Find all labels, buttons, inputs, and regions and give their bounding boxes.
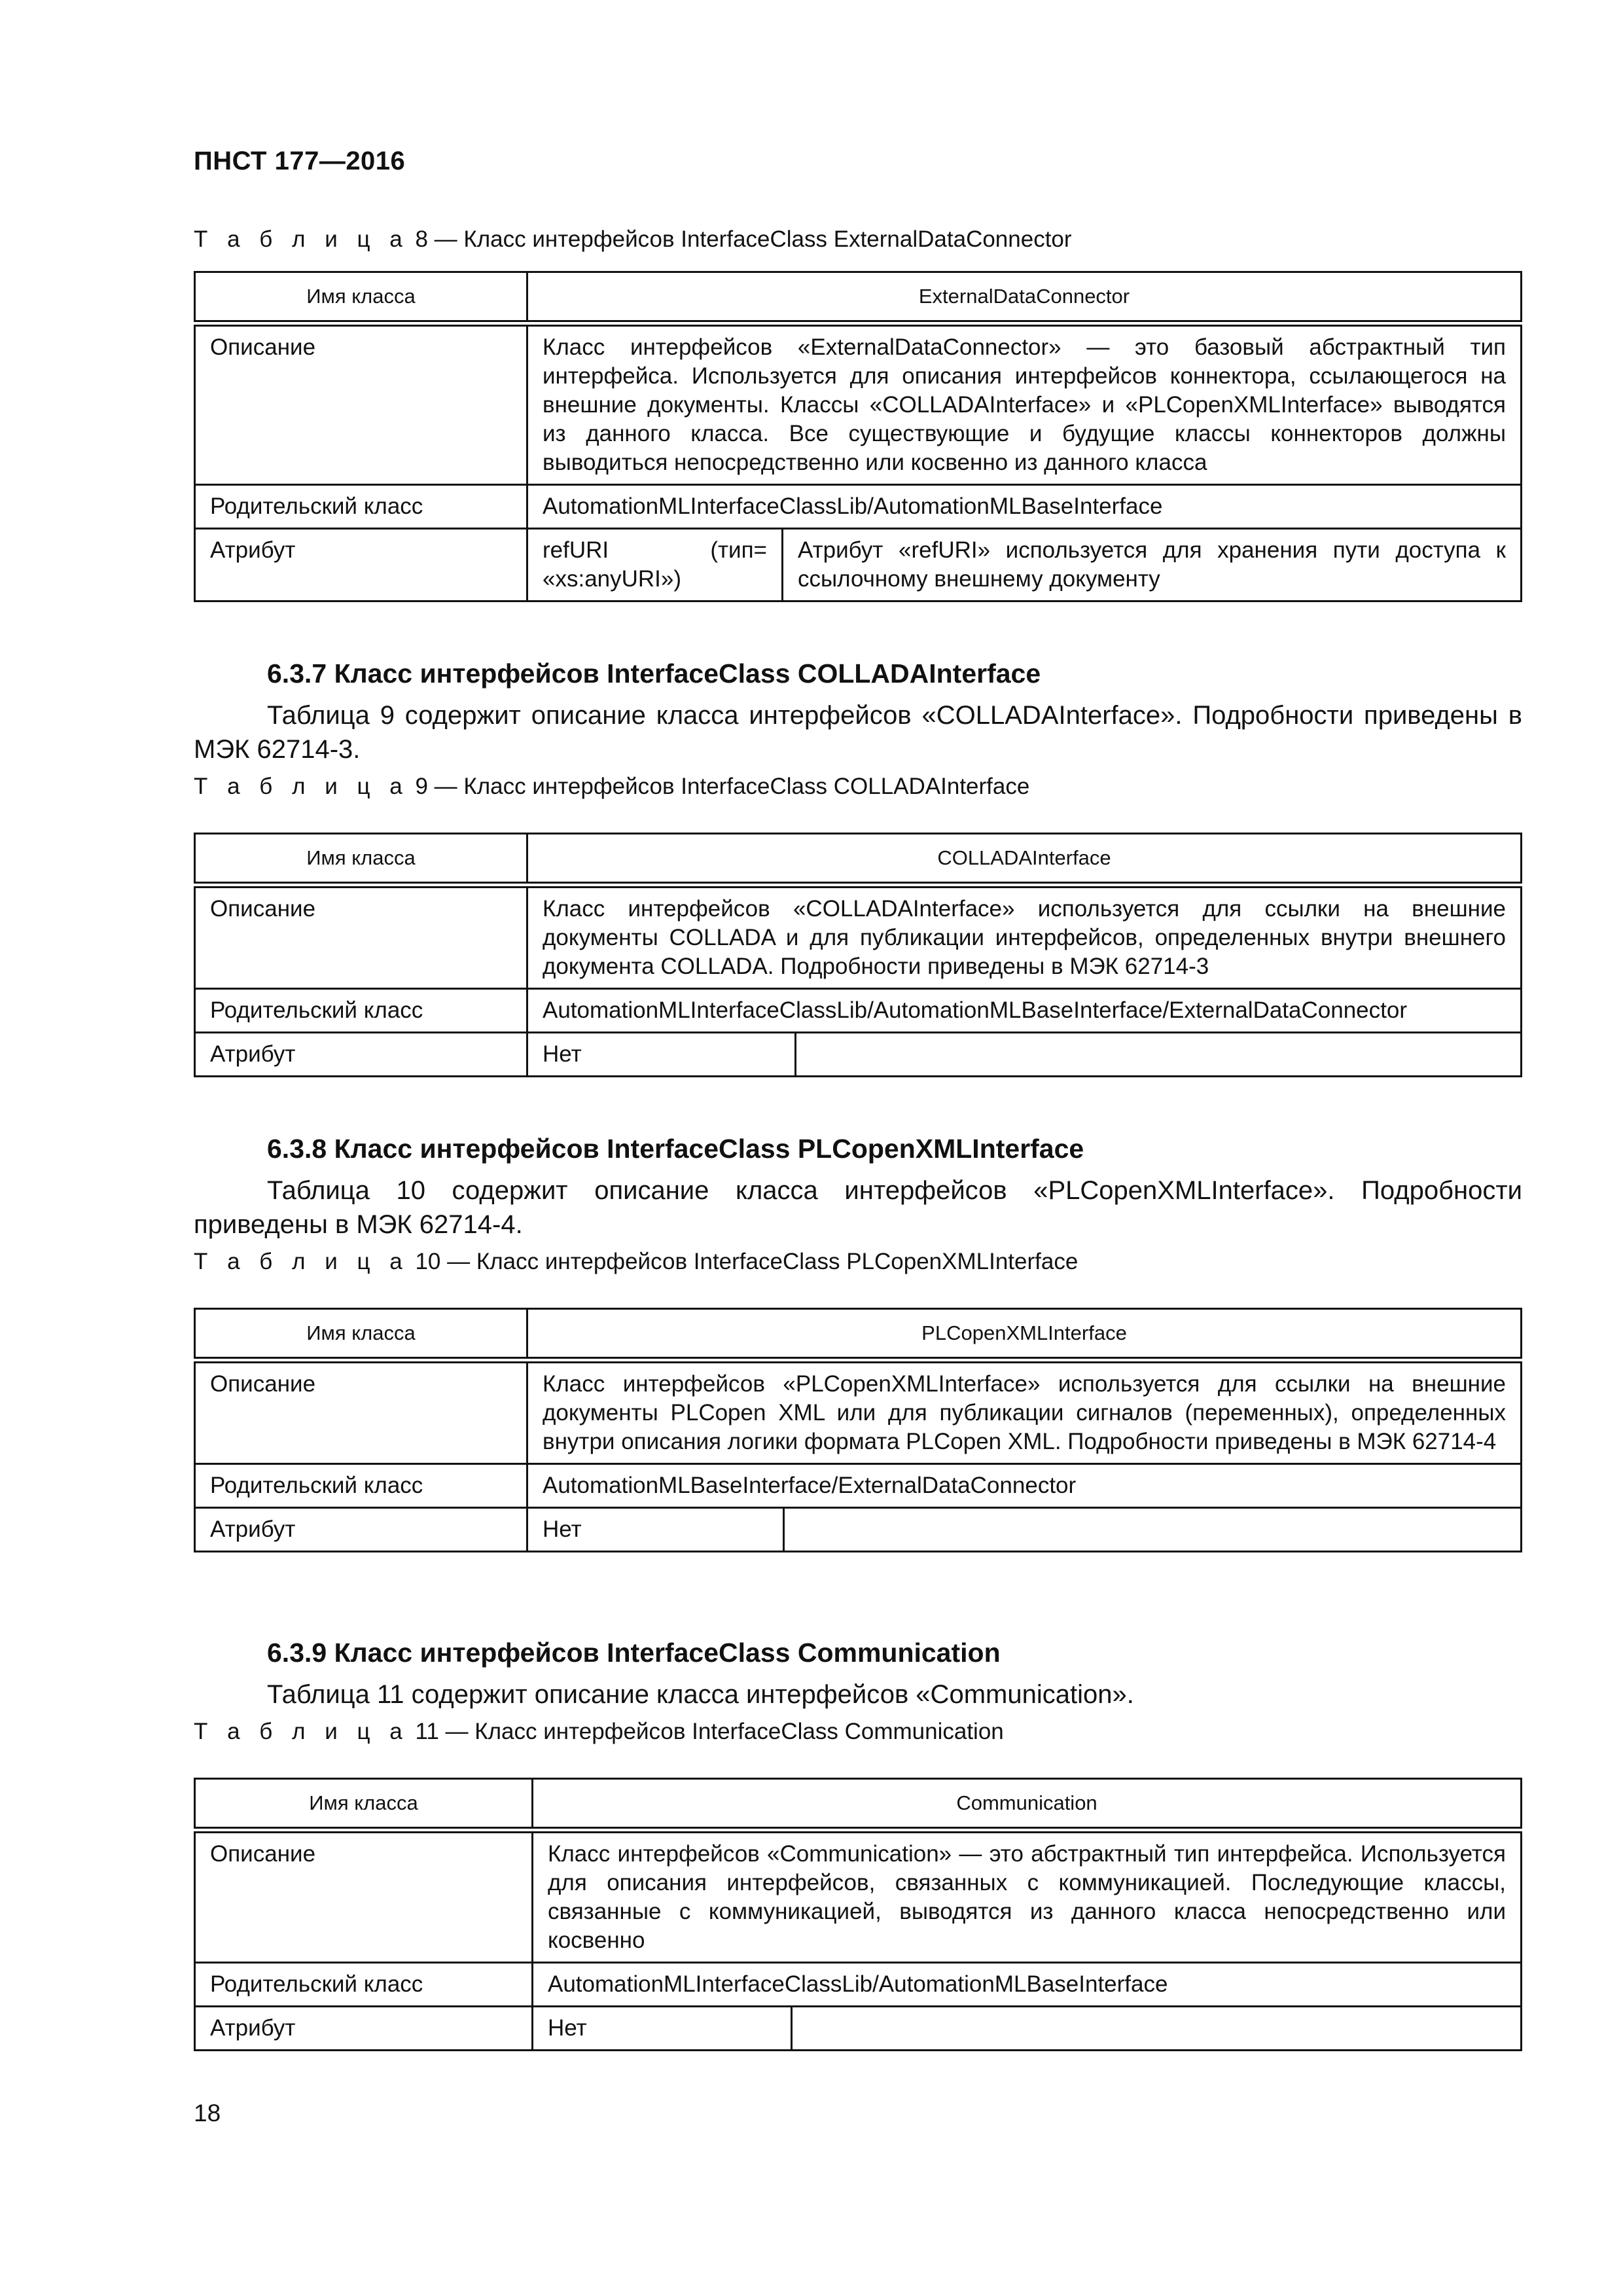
- attribute-label: Атрибут: [195, 2007, 533, 2051]
- table10-caption: [194, 1249, 1078, 1275]
- attribute-description: [784, 1508, 1522, 1552]
- table8-caption-title: 8 — Класс интерфейсов InterfaceClass ExternalDataConnector: [408, 226, 1072, 252]
- table-row: [195, 323, 1522, 485]
- attribute-label: Атрибут: [195, 1508, 527, 1552]
- table10-caption-title: 10 — Класс интерфейсов InterfaceClass PLCopenXMLInterface: [408, 1249, 1079, 1274]
- header-cell-name: Имя класса: [195, 1309, 527, 1361]
- table8: [194, 271, 1522, 602]
- attribute-description: [796, 1033, 1522, 1077]
- section-paragraph-6-3-8: Таблица 10 содержит описание класса интерфейсов «PLCopenXMLInterface». Подробности приведены в МЭК 62714-4.: [194, 1176, 1522, 1239]
- header-cell-name: Имя класса: [195, 1779, 533, 1831]
- table-row: [195, 485, 1522, 529]
- table11-caption-prefix: Т а б л и ц а: [194, 1719, 409, 1744]
- table11-caption: [194, 1719, 1004, 1745]
- row-value: Класс интерфейсов «COLLADAInterface» используется для ссылки на внешние документы COLLADA и для публикации интерфейсов, определенных внутри внешнего документа COLLADA. Подробности приведены в МЭК 62714-3: [527, 885, 1522, 989]
- table9-caption-title: 9 — Класс интерфейсов InterfaceClass COLLADAInterface: [408, 774, 1030, 799]
- table-row: [195, 1830, 1522, 1963]
- table10-caption-prefix: Т а б л и ц а: [194, 1249, 409, 1274]
- section-heading-6-3-7: 6.3.7 Класс интерфейсов InterfaceClass COLLADAInterface: [267, 658, 1041, 689]
- attribute-description: [792, 2007, 1522, 2051]
- section-heading-6-3-8: 6.3.8 Класс интерфейсов InterfaceClass PLCopenXMLInterface: [267, 1134, 1084, 1164]
- row-value: AutomationMLInterfaceClassLib/AutomationMLBaseInterface/ExternalDataConnector: [527, 989, 1522, 1033]
- table8-caption-prefix: Т а б л и ц а: [194, 226, 409, 252]
- table-row: [195, 1360, 1522, 1464]
- header-cell-value: COLLADAInterface: [527, 834, 1522, 886]
- table-row: [195, 1464, 1522, 1508]
- row-label: Родительский класс: [195, 989, 527, 1033]
- header-cell-value: ExternalDataConnector: [527, 272, 1522, 324]
- table-row: [195, 1508, 1522, 1552]
- table8-caption: [194, 226, 1072, 253]
- table-row: [195, 529, 1522, 601]
- header-cell-value: PLCopenXMLInterface: [527, 1309, 1522, 1361]
- attribute-name: Нет: [527, 1508, 784, 1552]
- page-number: 18: [194, 2100, 221, 2126]
- table9-caption: [194, 774, 1029, 800]
- table-header-row: [195, 1779, 1522, 1831]
- header-cell-value: Communication: [533, 1779, 1522, 1831]
- table9-caption-prefix: Т а б л и ц а: [194, 774, 409, 799]
- row-value: Класс интерфейсов «PLCopenXMLInterface» используется для ссылки на внешние документы PLCopen XML или для публикации сигналов (переменных), определенных внутри описания логики формата PLCopen XML. Подробности приведены в МЭК 62714-4: [527, 1360, 1522, 1464]
- attribute-name: Нет: [527, 1033, 796, 1077]
- table-header-row: [195, 272, 1522, 324]
- table10: [194, 1308, 1522, 1552]
- row-label: Родительский класс: [195, 1963, 533, 2007]
- section-heading-6-3-9: 6.3.9 Класс интерфейсов InterfaceClass Communication: [267, 1638, 1001, 1668]
- table11: [194, 1778, 1522, 2051]
- attribute-name: Нет: [533, 2007, 792, 2051]
- table-row: [195, 885, 1522, 989]
- row-label: Описание: [195, 885, 527, 989]
- row-label: Родительский класс: [195, 1464, 527, 1508]
- row-label: Описание: [195, 323, 527, 485]
- attribute-label: Атрибут: [195, 1033, 527, 1077]
- section-paragraph-6-3-9: Таблица 11 содержит описание класса интерфейсов «Communication».: [267, 1680, 1134, 1709]
- table-row: [195, 2007, 1522, 2051]
- row-value: Класс интерфейсов «ExternalDataConnector» — это базовый абстрактный тип интерфейса. Используется для описания интерфейсов коннектора, ссылающегося на внешние документы. Классы «COLLADAInterface» и «PLCopenXMLInterface» выводятся из данного класса. Все существующие и будущие классы коннекторов должны выводиться непосредственно или косвенно из данного класса: [527, 323, 1522, 485]
- header-cell-name: Имя класса: [195, 272, 527, 324]
- table-row: [195, 989, 1522, 1033]
- row-value: Класс интерфейсов «Communication» — это абстрактный тип интерфейса. Используется для описания интерфейсов, связанных с коммуникацией. Последующие классы, связанные с коммуникацией, выводятся из данного класса непосредственно или косвенно: [533, 1830, 1522, 1963]
- table-row: [195, 1033, 1522, 1077]
- row-label: Описание: [195, 1360, 527, 1464]
- row-label: Описание: [195, 1830, 533, 1963]
- attribute-name: refURI (тип= «xs:anyURI»): [527, 529, 783, 601]
- table11-caption-title: 11 — Класс интерфейсов InterfaceClass Communication: [408, 1719, 1004, 1744]
- table9: [194, 833, 1522, 1077]
- attribute-description: Атрибут «refURI» используется для хранения пути доступа к ссылочному внешнему документу: [783, 529, 1522, 601]
- document-code: ПНСТ 177—2016: [194, 147, 406, 175]
- row-value: AutomationMLInterfaceClassLib/AutomationMLBaseInterface: [533, 1963, 1522, 2007]
- row-label: Родительский класс: [195, 485, 527, 529]
- table-header-row: [195, 834, 1522, 886]
- attribute-label: Атрибут: [195, 529, 527, 601]
- header-cell-name: Имя класса: [195, 834, 527, 886]
- row-value: AutomationMLInterfaceClassLib/AutomationMLBaseInterface: [527, 485, 1522, 529]
- section-paragraph-6-3-7: Таблица 9 содержит описание класса интерфейсов «COLLADAInterface». Подробности приведены в МЭК 62714-3.: [194, 701, 1522, 764]
- table-header-row: [195, 1309, 1522, 1361]
- table-row: [195, 1963, 1522, 2007]
- row-value: AutomationMLBaseInterface/ExternalDataConnector: [527, 1464, 1522, 1508]
